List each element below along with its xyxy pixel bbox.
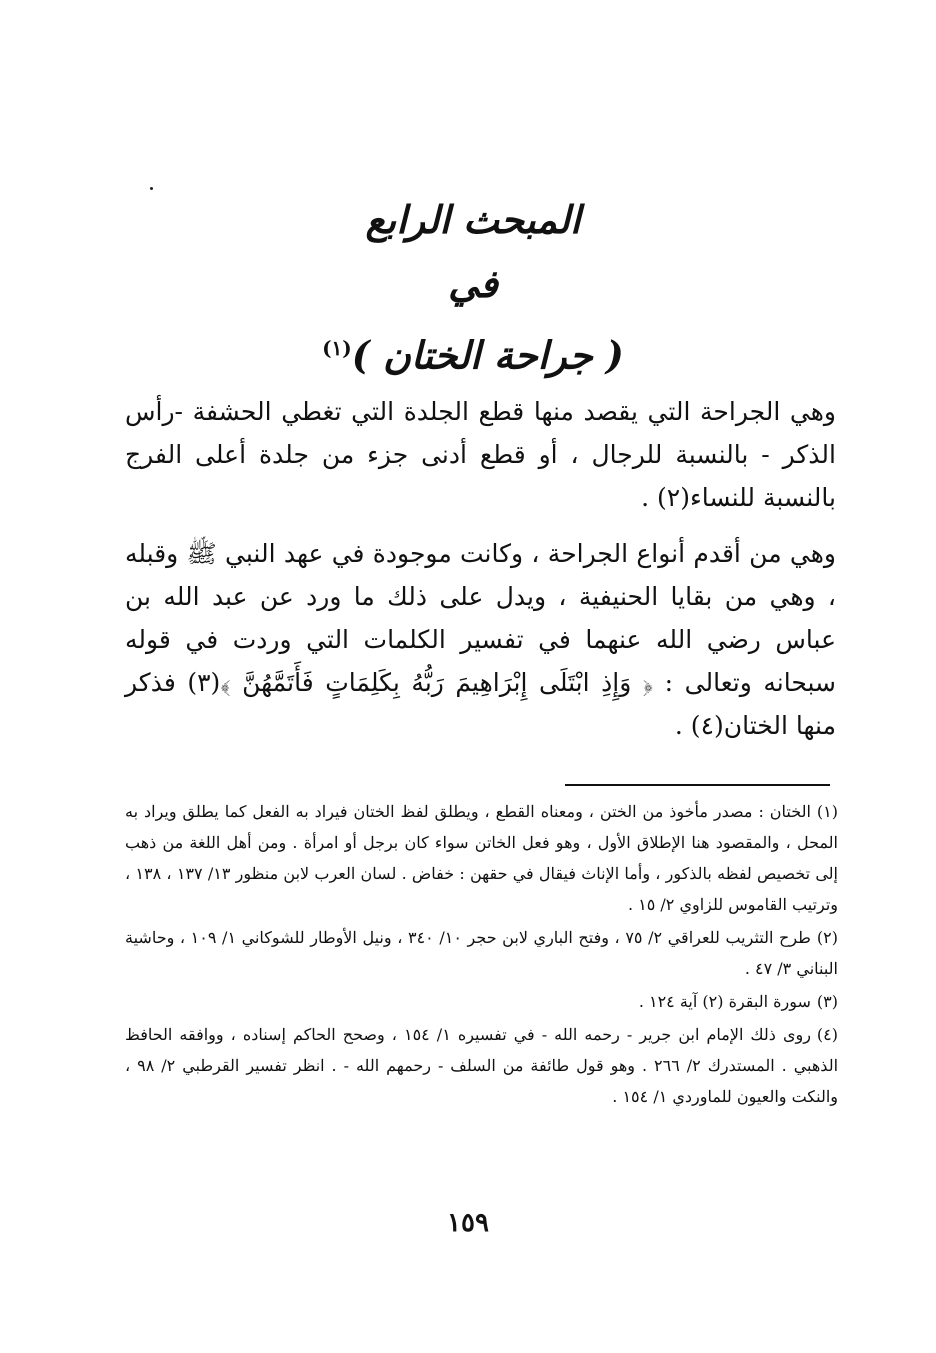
paragraph-1-text: وهي الجراحة التي يقصد منها قطع الجلدة التي تغطي الحشفة -رأس الذكر - بالنسبة للرجال ، أو قطع أدنى جزء من جلدة أعلى الفرج بالنسبة للنساء(٢) . [125, 397, 836, 512]
paragraph-1 [125, 390, 836, 519]
footnote-3-text: سورة البقرة (٢) آية ١٢٤ . [638, 992, 811, 1011]
footnote-separator [565, 784, 830, 786]
paragraph-2 [125, 532, 836, 747]
footnote-1-number: (١) [816, 802, 838, 821]
footnotes [125, 796, 838, 1114]
footnote-2 [125, 922, 838, 984]
footnote-1 [125, 796, 838, 920]
title-line-1: المبحث الرابع [365, 197, 581, 242]
footnote-2-text: طرح التثريب للعراقي ٢/ ٧٥ ، وفتح الباري لابن حجر ١٠/ ٣٤٠ ، ونيل الأوطار للشوكاني ١/ ١٠٩ ، وحاشية البناني ٣/ ٤٧ . [125, 928, 838, 978]
page-number: ١٥٩ [447, 1208, 489, 1238]
footnote-3-number: (٣) [816, 992, 838, 1011]
footnote-4-text: روى ذلك الإمام ابن جرير - رحمه الله - في تفسيره ١/ ١٥٤ ، وصحح الحاكم إسناده ، ووافقه الحافظ الذهبي . المستدرك ٢/ ٢٦٦ . وهو قول طائفة من السلف - رحمهم الله - . انظر تفسير القرطبي ٢/ ٩٨ ، والنكت والعيون للماوردي ١/ ١٥٤ . [125, 1025, 839, 1106]
footnote-1-text: الختان : مصدر مأخوذ من الختن ، ومعناه القطع ، ويطلق لفظ الختان فيراد به الفعل كما يطلق ويراد به المحل ، والمقصود هنا الإطلاق الأول ، وهو فعل الخاتن سواء كان برجل أو امرأة . ومن أهل اللغة من ذهب إلى تخصيص لفظه بالذكور ، وأما الإناث فيقال في حقهن : خفاض . لسان العرب لابن منظور ١٣/ ١٣٧ ، ١٣٨ ، وترتيب القاموس للزاوي ٢/ ١٥ . [125, 802, 839, 914]
title-line-2: في [448, 261, 498, 306]
title-line-3 [130, 316, 816, 388]
footnote-3 [125, 986, 838, 1017]
footnote-2-number: (٢) [816, 928, 839, 947]
paragraph-2-text: وهي من أقدم أنواع الجراحة ، وكانت موجودة في عهد النبي ﷺ وقبله ، وهي من بقايا الحنيفية ، ويدل على ذلك ما ورد عن عبد الله بن عباس رضي الله عنهما في تفسير الكلمات التي وردت في قوله سبحانه وتعالى : ﴿ وَإِذِ ابْتَلَى إِبْرَاهِيمَ رَبُّهُ بِكَلِمَاتٍ فَأَتَمَّهُنَّ ﴾(٣) فذكر منها الختان(٤) . [125, 539, 836, 740]
footnote-4-number: (٤) [816, 1025, 839, 1044]
section-title [130, 188, 816, 388]
title-line-3-text: ( جراحة الختان ) [351, 332, 624, 378]
footnote-4 [125, 1019, 838, 1112]
title-footnote-ref: (١) [322, 336, 352, 360]
